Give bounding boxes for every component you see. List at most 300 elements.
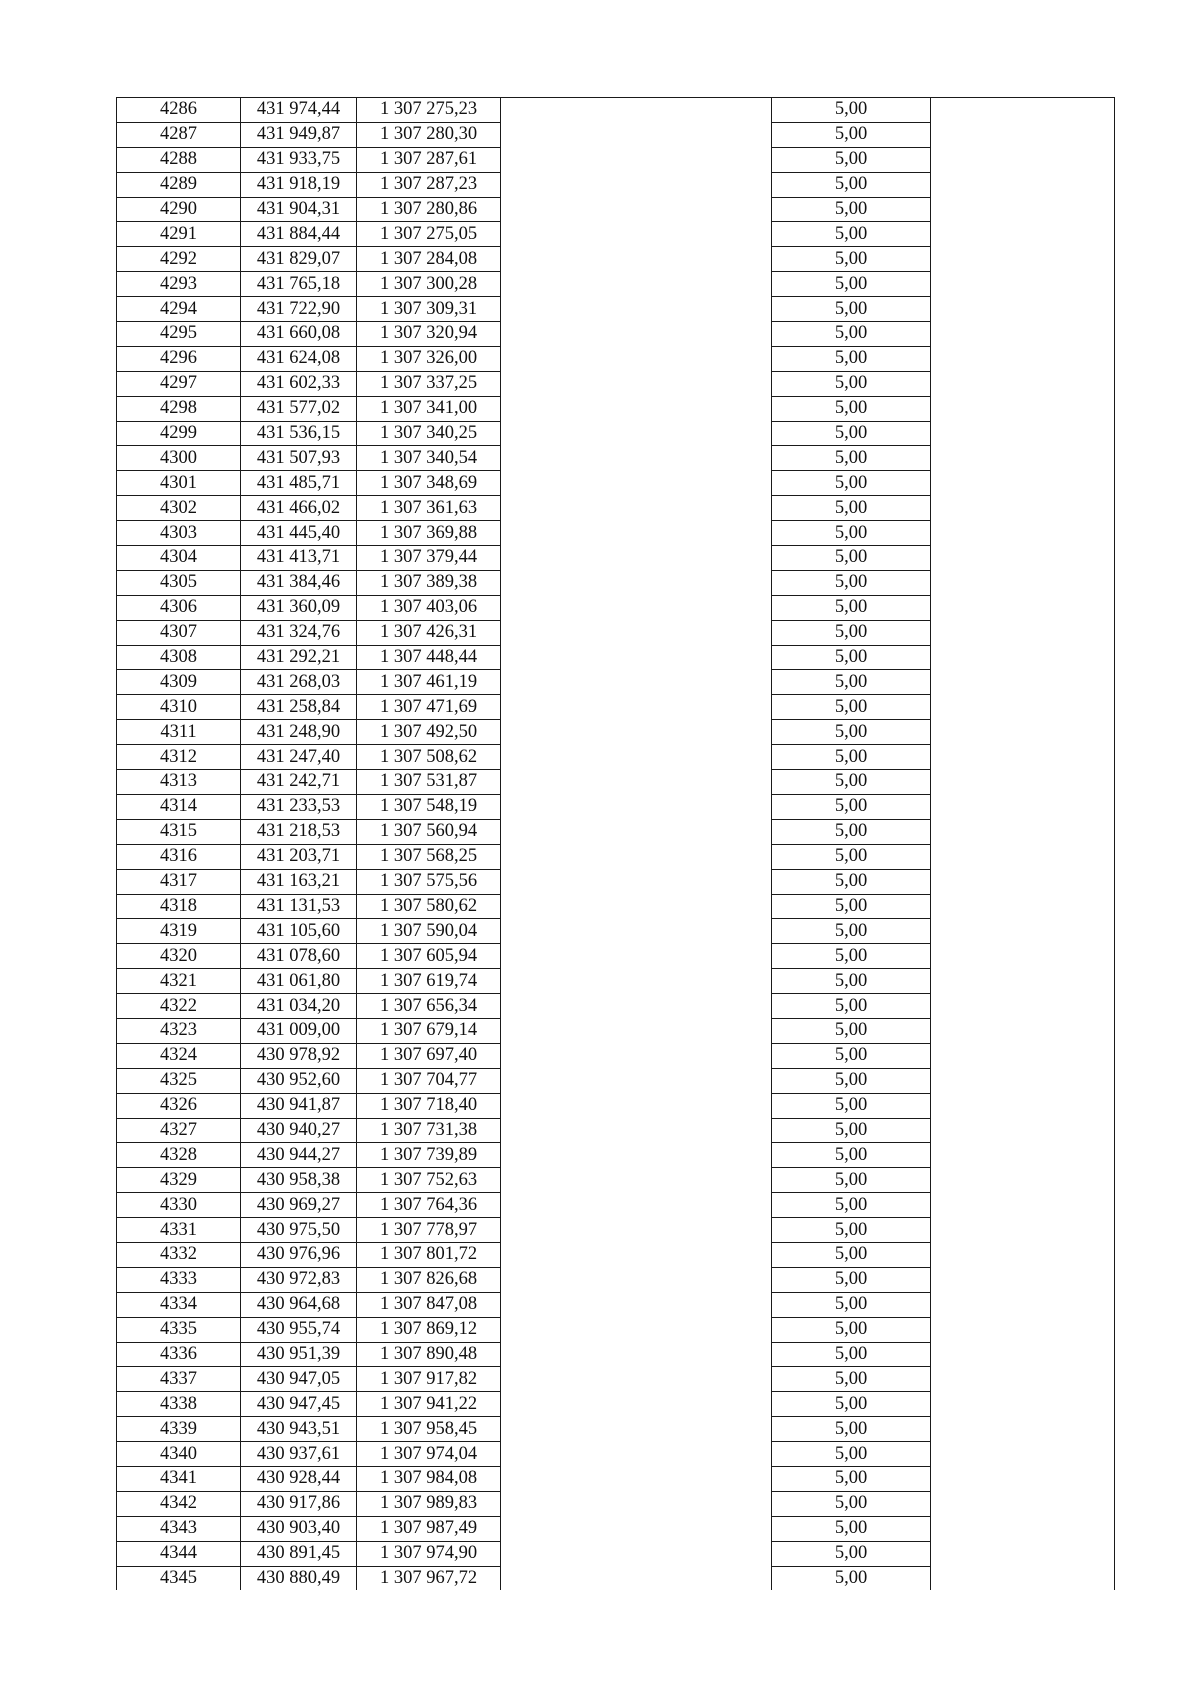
- note-cell: [931, 869, 1115, 894]
- empty-cell: [501, 969, 772, 994]
- point-number: 4314: [117, 794, 241, 819]
- coordinates-table-body: [117, 98, 1115, 1591]
- y-coordinate: 1 307 984,08: [357, 1466, 501, 1491]
- note-cell: [931, 620, 1115, 645]
- note-cell: [931, 521, 1115, 546]
- precision-value: 5,00: [772, 670, 931, 695]
- point-number: 4287: [117, 122, 241, 147]
- empty-cell: [501, 745, 772, 770]
- x-coordinate: 430 891,45: [241, 1541, 357, 1566]
- x-coordinate: 431 218,53: [241, 819, 357, 844]
- y-coordinate: 1 307 568,25: [357, 844, 501, 869]
- empty-cell: [501, 521, 772, 546]
- precision-value: 5,00: [772, 521, 931, 546]
- table-row: [117, 346, 1115, 371]
- empty-cell: [501, 595, 772, 620]
- note-cell: [931, 645, 1115, 670]
- note-cell: [931, 1068, 1115, 1093]
- point-number: 4293: [117, 272, 241, 297]
- empty-cell: [501, 670, 772, 695]
- y-coordinate: 1 307 548,19: [357, 794, 501, 819]
- y-coordinate: 1 307 461,19: [357, 670, 501, 695]
- empty-cell: [501, 147, 772, 172]
- x-coordinate: 431 034,20: [241, 994, 357, 1019]
- precision-value: 5,00: [772, 570, 931, 595]
- precision-value: 5,00: [772, 919, 931, 944]
- table-row: [117, 1491, 1115, 1516]
- y-coordinate: 1 307 403,06: [357, 595, 501, 620]
- table-row: [117, 1292, 1115, 1317]
- table-row: [117, 147, 1115, 172]
- table-row: [117, 1566, 1115, 1590]
- empty-cell: [501, 222, 772, 247]
- y-coordinate: 1 307 287,61: [357, 147, 501, 172]
- table-row: [117, 1193, 1115, 1218]
- point-number: 4337: [117, 1367, 241, 1392]
- table-row: [117, 98, 1115, 123]
- x-coordinate: 431 765,18: [241, 272, 357, 297]
- table-row: [117, 1516, 1115, 1541]
- point-number: 4289: [117, 172, 241, 197]
- y-coordinate: 1 307 718,40: [357, 1093, 501, 1118]
- precision-value: 5,00: [772, 745, 931, 770]
- x-coordinate: 430 943,51: [241, 1417, 357, 1442]
- table-row: [117, 471, 1115, 496]
- point-number: 4329: [117, 1168, 241, 1193]
- note-cell: [931, 446, 1115, 471]
- table-row: [117, 969, 1115, 994]
- precision-value: 5,00: [772, 994, 931, 1019]
- note-cell: [931, 819, 1115, 844]
- table-row: [117, 322, 1115, 347]
- y-coordinate: 1 307 967,72: [357, 1566, 501, 1590]
- point-number: 4326: [117, 1093, 241, 1118]
- precision-value: 5,00: [772, 1143, 931, 1168]
- point-number: 4296: [117, 346, 241, 371]
- x-coordinate: 431 105,60: [241, 919, 357, 944]
- y-coordinate: 1 307 958,45: [357, 1417, 501, 1442]
- point-number: 4299: [117, 421, 241, 446]
- empty-cell: [501, 98, 772, 123]
- note-cell: [931, 1143, 1115, 1168]
- precision-value: 5,00: [772, 1018, 931, 1043]
- empty-cell: [501, 421, 772, 446]
- note-cell: [931, 371, 1115, 396]
- empty-cell: [501, 172, 772, 197]
- note-cell: [931, 147, 1115, 172]
- y-coordinate: 1 307 917,82: [357, 1367, 501, 1392]
- table-row: [117, 272, 1115, 297]
- y-coordinate: 1 307 300,28: [357, 272, 501, 297]
- table-row: [117, 1168, 1115, 1193]
- y-coordinate: 1 307 987,49: [357, 1516, 501, 1541]
- note-cell: [931, 1242, 1115, 1267]
- note-cell: [931, 1392, 1115, 1417]
- y-coordinate: 1 307 890,48: [357, 1342, 501, 1367]
- precision-value: 5,00: [772, 1267, 931, 1292]
- empty-cell: [501, 1242, 772, 1267]
- table-row: [117, 844, 1115, 869]
- table-row: [117, 371, 1115, 396]
- y-coordinate: 1 307 826,68: [357, 1267, 501, 1292]
- note-cell: [931, 396, 1115, 421]
- point-number: 4300: [117, 446, 241, 471]
- x-coordinate: 431 577,02: [241, 396, 357, 421]
- x-coordinate: 430 964,68: [241, 1292, 357, 1317]
- table-row: [117, 222, 1115, 247]
- empty-cell: [501, 247, 772, 272]
- table-row: [117, 745, 1115, 770]
- empty-cell: [501, 620, 772, 645]
- empty-cell: [501, 645, 772, 670]
- note-cell: [931, 222, 1115, 247]
- precision-value: 5,00: [772, 1317, 931, 1342]
- point-number: 4292: [117, 247, 241, 272]
- note-cell: [931, 994, 1115, 1019]
- point-number: 4313: [117, 770, 241, 795]
- precision-value: 5,00: [772, 421, 931, 446]
- precision-value: 5,00: [772, 1218, 931, 1243]
- x-coordinate: 431 974,44: [241, 98, 357, 123]
- y-coordinate: 1 307 764,36: [357, 1193, 501, 1218]
- x-coordinate: 431 884,44: [241, 222, 357, 247]
- table-row: [117, 1068, 1115, 1093]
- y-coordinate: 1 307 340,25: [357, 421, 501, 446]
- empty-cell: [501, 1392, 772, 1417]
- empty-cell: [501, 346, 772, 371]
- table-row: [117, 1442, 1115, 1467]
- y-coordinate: 1 307 697,40: [357, 1043, 501, 1068]
- empty-cell: [501, 1566, 772, 1590]
- x-coordinate: 430 928,44: [241, 1466, 357, 1491]
- x-coordinate: 430 976,96: [241, 1242, 357, 1267]
- precision-value: 5,00: [772, 322, 931, 347]
- x-coordinate: 431 078,60: [241, 944, 357, 969]
- point-number: 4325: [117, 1068, 241, 1093]
- x-coordinate: 430 941,87: [241, 1093, 357, 1118]
- y-coordinate: 1 307 492,50: [357, 720, 501, 745]
- note-cell: [931, 1417, 1115, 1442]
- note-cell: [931, 546, 1115, 571]
- precision-value: 5,00: [772, 371, 931, 396]
- y-coordinate: 1 307 280,86: [357, 197, 501, 222]
- table-row: [117, 197, 1115, 222]
- note-cell: [931, 197, 1115, 222]
- empty-cell: [501, 371, 772, 396]
- y-coordinate: 1 307 340,54: [357, 446, 501, 471]
- point-number: 4344: [117, 1541, 241, 1566]
- point-number: 4308: [117, 645, 241, 670]
- table-row: [117, 1043, 1115, 1068]
- note-cell: [931, 471, 1115, 496]
- note-cell: [931, 172, 1115, 197]
- empty-cell: [501, 770, 772, 795]
- empty-cell: [501, 894, 772, 919]
- note-cell: [931, 346, 1115, 371]
- table-row: [117, 695, 1115, 720]
- note-cell: [931, 894, 1115, 919]
- note-cell: [931, 496, 1115, 521]
- y-coordinate: 1 307 369,88: [357, 521, 501, 546]
- table-row: [117, 595, 1115, 620]
- empty-cell: [501, 1068, 772, 1093]
- y-coordinate: 1 307 361,63: [357, 496, 501, 521]
- point-number: 4319: [117, 919, 241, 944]
- table-row: [117, 1242, 1115, 1267]
- x-coordinate: 431 268,03: [241, 670, 357, 695]
- y-coordinate: 1 307 731,38: [357, 1118, 501, 1143]
- y-coordinate: 1 307 284,08: [357, 247, 501, 272]
- x-coordinate: 431 292,21: [241, 645, 357, 670]
- empty-cell: [501, 570, 772, 595]
- table-row: [117, 1317, 1115, 1342]
- empty-cell: [501, 844, 772, 869]
- empty-cell: [501, 322, 772, 347]
- table-row: [117, 1541, 1115, 1566]
- empty-cell: [501, 1168, 772, 1193]
- point-number: 4304: [117, 546, 241, 571]
- y-coordinate: 1 307 989,83: [357, 1491, 501, 1516]
- x-coordinate: 431 203,71: [241, 844, 357, 869]
- x-coordinate: 431 360,09: [241, 595, 357, 620]
- x-coordinate: 431 722,90: [241, 297, 357, 322]
- precision-value: 5,00: [772, 695, 931, 720]
- empty-cell: [501, 1218, 772, 1243]
- x-coordinate: 431 258,84: [241, 695, 357, 720]
- table-row: [117, 620, 1115, 645]
- note-cell: [931, 969, 1115, 994]
- precision-value: 5,00: [772, 620, 931, 645]
- table-row: [117, 770, 1115, 795]
- table-row: [117, 869, 1115, 894]
- y-coordinate: 1 307 941,22: [357, 1392, 501, 1417]
- table-row: [117, 396, 1115, 421]
- empty-cell: [501, 1267, 772, 1292]
- table-row: [117, 994, 1115, 1019]
- precision-value: 5,00: [772, 247, 931, 272]
- point-number: 4333: [117, 1267, 241, 1292]
- x-coordinate: 431 061,80: [241, 969, 357, 994]
- empty-cell: [501, 720, 772, 745]
- precision-value: 5,00: [772, 471, 931, 496]
- note-cell: [931, 695, 1115, 720]
- table-row: [117, 521, 1115, 546]
- precision-value: 5,00: [772, 944, 931, 969]
- x-coordinate: 431 918,19: [241, 172, 357, 197]
- note-cell: [931, 122, 1115, 147]
- point-number: 4327: [117, 1118, 241, 1143]
- precision-value: 5,00: [772, 446, 931, 471]
- x-coordinate: 431 485,71: [241, 471, 357, 496]
- precision-value: 5,00: [772, 819, 931, 844]
- note-cell: [931, 720, 1115, 745]
- y-coordinate: 1 307 341,00: [357, 396, 501, 421]
- precision-value: 5,00: [772, 869, 931, 894]
- x-coordinate: 431 949,87: [241, 122, 357, 147]
- empty-cell: [501, 919, 772, 944]
- x-coordinate: 430 940,27: [241, 1118, 357, 1143]
- table-row: [117, 122, 1115, 147]
- note-cell: [931, 247, 1115, 272]
- table-row: [117, 1218, 1115, 1243]
- y-coordinate: 1 307 752,63: [357, 1168, 501, 1193]
- x-coordinate: 431 413,71: [241, 546, 357, 571]
- y-coordinate: 1 307 590,04: [357, 919, 501, 944]
- table-row: [117, 670, 1115, 695]
- point-number: 4338: [117, 1392, 241, 1417]
- table-row: [117, 1466, 1115, 1491]
- precision-value: 5,00: [772, 1466, 931, 1491]
- note-cell: [931, 770, 1115, 795]
- x-coordinate: 431 384,46: [241, 570, 357, 595]
- note-cell: [931, 421, 1115, 446]
- point-number: 4286: [117, 98, 241, 123]
- table-row: [117, 570, 1115, 595]
- x-coordinate: 431 445,40: [241, 521, 357, 546]
- y-coordinate: 1 307 679,14: [357, 1018, 501, 1043]
- precision-value: 5,00: [772, 346, 931, 371]
- precision-value: 5,00: [772, 1193, 931, 1218]
- empty-cell: [501, 1093, 772, 1118]
- point-number: 4322: [117, 994, 241, 1019]
- precision-value: 5,00: [772, 496, 931, 521]
- precision-value: 5,00: [772, 1442, 931, 1467]
- note-cell: [931, 1018, 1115, 1043]
- table-row: [117, 1392, 1115, 1417]
- table-row: [117, 297, 1115, 322]
- empty-cell: [501, 1442, 772, 1467]
- precision-value: 5,00: [772, 1118, 931, 1143]
- empty-cell: [501, 1118, 772, 1143]
- empty-cell: [501, 197, 772, 222]
- precision-value: 5,00: [772, 197, 931, 222]
- x-coordinate: 430 975,50: [241, 1218, 357, 1243]
- x-coordinate: 430 952,60: [241, 1068, 357, 1093]
- precision-value: 5,00: [772, 147, 931, 172]
- point-number: 4288: [117, 147, 241, 172]
- precision-value: 5,00: [772, 396, 931, 421]
- note-cell: [931, 1292, 1115, 1317]
- note-cell: [931, 794, 1115, 819]
- x-coordinate: 430 955,74: [241, 1317, 357, 1342]
- point-number: 4316: [117, 844, 241, 869]
- point-number: 4342: [117, 1491, 241, 1516]
- table-row: [117, 1267, 1115, 1292]
- precision-value: 5,00: [772, 894, 931, 919]
- precision-value: 5,00: [772, 297, 931, 322]
- point-number: 4302: [117, 496, 241, 521]
- point-number: 4305: [117, 570, 241, 595]
- y-coordinate: 1 307 739,89: [357, 1143, 501, 1168]
- point-number: 4335: [117, 1317, 241, 1342]
- empty-cell: [501, 819, 772, 844]
- precision-value: 5,00: [772, 794, 931, 819]
- precision-value: 5,00: [772, 1367, 931, 1392]
- table-row: [117, 919, 1115, 944]
- precision-value: 5,00: [772, 1516, 931, 1541]
- x-coordinate: 431 466,02: [241, 496, 357, 521]
- point-number: 4328: [117, 1143, 241, 1168]
- note-cell: [931, 1218, 1115, 1243]
- point-number: 4340: [117, 1442, 241, 1467]
- point-number: 4297: [117, 371, 241, 396]
- x-coordinate: 431 624,08: [241, 346, 357, 371]
- note-cell: [931, 1442, 1115, 1467]
- table-row: [117, 1417, 1115, 1442]
- point-number: 4320: [117, 944, 241, 969]
- note-cell: [931, 1118, 1115, 1143]
- empty-cell: [501, 1367, 772, 1392]
- y-coordinate: 1 307 287,23: [357, 172, 501, 197]
- precision-value: 5,00: [772, 1417, 931, 1442]
- point-number: 4307: [117, 620, 241, 645]
- point-number: 4339: [117, 1417, 241, 1442]
- y-coordinate: 1 307 275,05: [357, 222, 501, 247]
- point-number: 4295: [117, 322, 241, 347]
- x-coordinate: 431 131,53: [241, 894, 357, 919]
- y-coordinate: 1 307 280,30: [357, 122, 501, 147]
- empty-cell: [501, 496, 772, 521]
- y-coordinate: 1 307 275,23: [357, 98, 501, 123]
- point-number: 4345: [117, 1566, 241, 1590]
- note-cell: [931, 1367, 1115, 1392]
- note-cell: [931, 98, 1115, 123]
- note-cell: [931, 1566, 1115, 1590]
- precision-value: 5,00: [772, 98, 931, 123]
- note-cell: [931, 745, 1115, 770]
- x-coordinate: 431 536,15: [241, 421, 357, 446]
- empty-cell: [501, 1541, 772, 1566]
- precision-value: 5,00: [772, 1168, 931, 1193]
- point-number: 4331: [117, 1218, 241, 1243]
- y-coordinate: 1 307 426,31: [357, 620, 501, 645]
- table-row: [117, 172, 1115, 197]
- x-coordinate: 430 958,38: [241, 1168, 357, 1193]
- empty-cell: [501, 869, 772, 894]
- x-coordinate: 431 324,76: [241, 620, 357, 645]
- precision-value: 5,00: [772, 1292, 931, 1317]
- empty-cell: [501, 297, 772, 322]
- table-row: [117, 819, 1115, 844]
- precision-value: 5,00: [772, 1541, 931, 1566]
- x-coordinate: 431 602,33: [241, 371, 357, 396]
- point-number: 4309: [117, 670, 241, 695]
- x-coordinate: 431 507,93: [241, 446, 357, 471]
- coordinates-table: [116, 97, 1115, 1590]
- precision-value: 5,00: [772, 595, 931, 620]
- note-cell: [931, 670, 1115, 695]
- point-number: 4343: [117, 1516, 241, 1541]
- y-coordinate: 1 307 531,87: [357, 770, 501, 795]
- note-cell: [931, 1168, 1115, 1193]
- point-number: 4294: [117, 297, 241, 322]
- note-cell: [931, 570, 1115, 595]
- x-coordinate: 431 009,00: [241, 1018, 357, 1043]
- precision-value: 5,00: [772, 770, 931, 795]
- precision-value: 5,00: [772, 172, 931, 197]
- table-row: [117, 1093, 1115, 1118]
- x-coordinate: 430 903,40: [241, 1516, 357, 1541]
- x-coordinate: 430 880,49: [241, 1566, 357, 1590]
- table-row: [117, 421, 1115, 446]
- table-row: [117, 794, 1115, 819]
- empty-cell: [501, 1143, 772, 1168]
- note-cell: [931, 1516, 1115, 1541]
- y-coordinate: 1 307 348,69: [357, 471, 501, 496]
- point-number: 4321: [117, 969, 241, 994]
- y-coordinate: 1 307 508,62: [357, 745, 501, 770]
- empty-cell: [501, 695, 772, 720]
